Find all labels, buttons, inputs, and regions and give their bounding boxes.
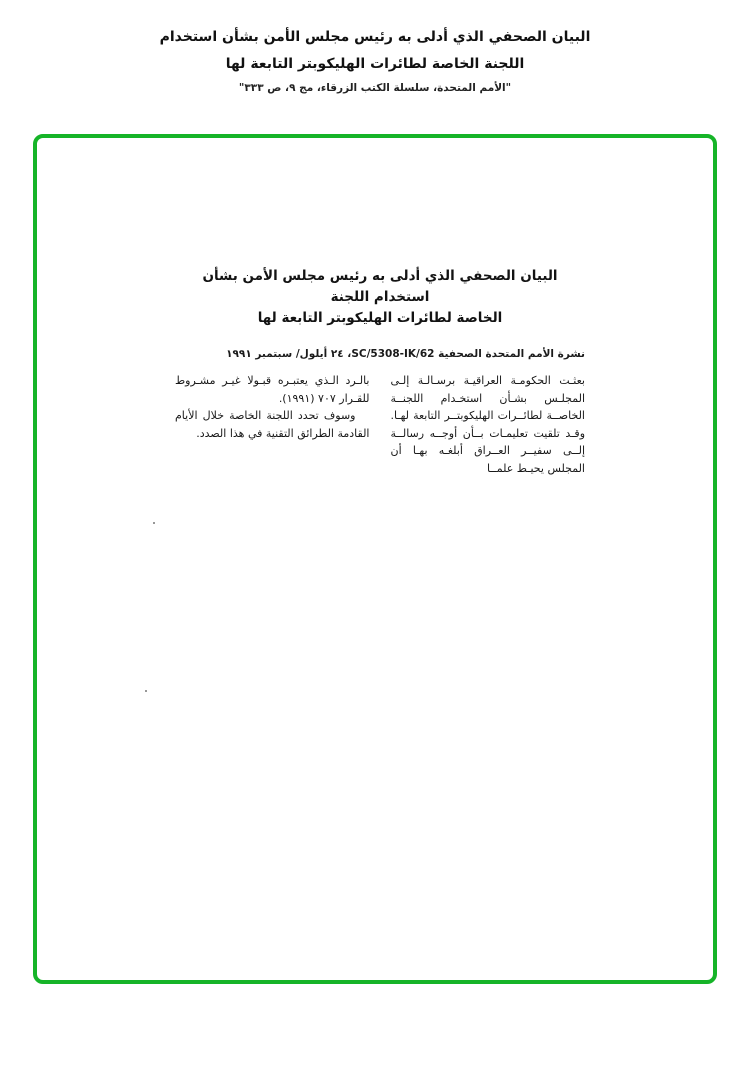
scanned-page-content [175, 266, 585, 477]
body-paragraph: بعثـت الحكومـة العراقيـة برسـالـة إلـى المجلـس بشـأن استخـدام اللجنــة الخاصــة لطائــرات الهليكوبتــر التابعة لهـا. وقـد تلقيت تعليمـات بــأن أوجــه رسالــة إلــى سفيــر العــراق أبلغـه بهـا أن المجلس يحيـط علمــا [390, 374, 585, 475]
press-release-reference: نشرة الأمم المتحدة الصحفية SC/5308-IK/62، ٢٤ أيلول/ سبتمبر ١٩٩١ [226, 348, 585, 360]
header-title-line2: اللجنة الخاصة لطائرات الهليكوبتر التابعة لها [225, 56, 525, 72]
page-highlight-frame [33, 134, 717, 984]
scan-speck [145, 690, 147, 692]
page-title-line1: البيان الصحفي الذي أدلى به رئيس مجلس الأمن بشأن استخدام اللجنة [202, 268, 558, 305]
page-title [175, 266, 585, 329]
body-column-right [391, 372, 586, 477]
body-paragraph: بالـرد الـذي يعتبـره قبـولا غيـر مشـروط للقـرار ٧٠٧ (١٩٩١). [175, 374, 370, 405]
body-column-left [175, 372, 370, 477]
header-source-citation: "الأمم المتحدة، سلسلة الكتب الزرقاء، مج ٩، ص ٣٣٣" [238, 82, 512, 94]
scan-speck [153, 522, 155, 524]
body-paragraph: وسوف تحدد اللجنة الخاصة خلال الأيام القادمة الطرائق التقنية في هذا الصدد. [175, 409, 370, 440]
body-columns [175, 372, 585, 477]
header-title-line1: البيان الصحفي الذي أدلى به رئيس مجلس الأمن بشأن استخدام [159, 29, 591, 45]
page-title-line2: الخاصة لطائرات الهليكوبتر التابعة لها [257, 310, 503, 326]
document-header [0, 24, 750, 94]
